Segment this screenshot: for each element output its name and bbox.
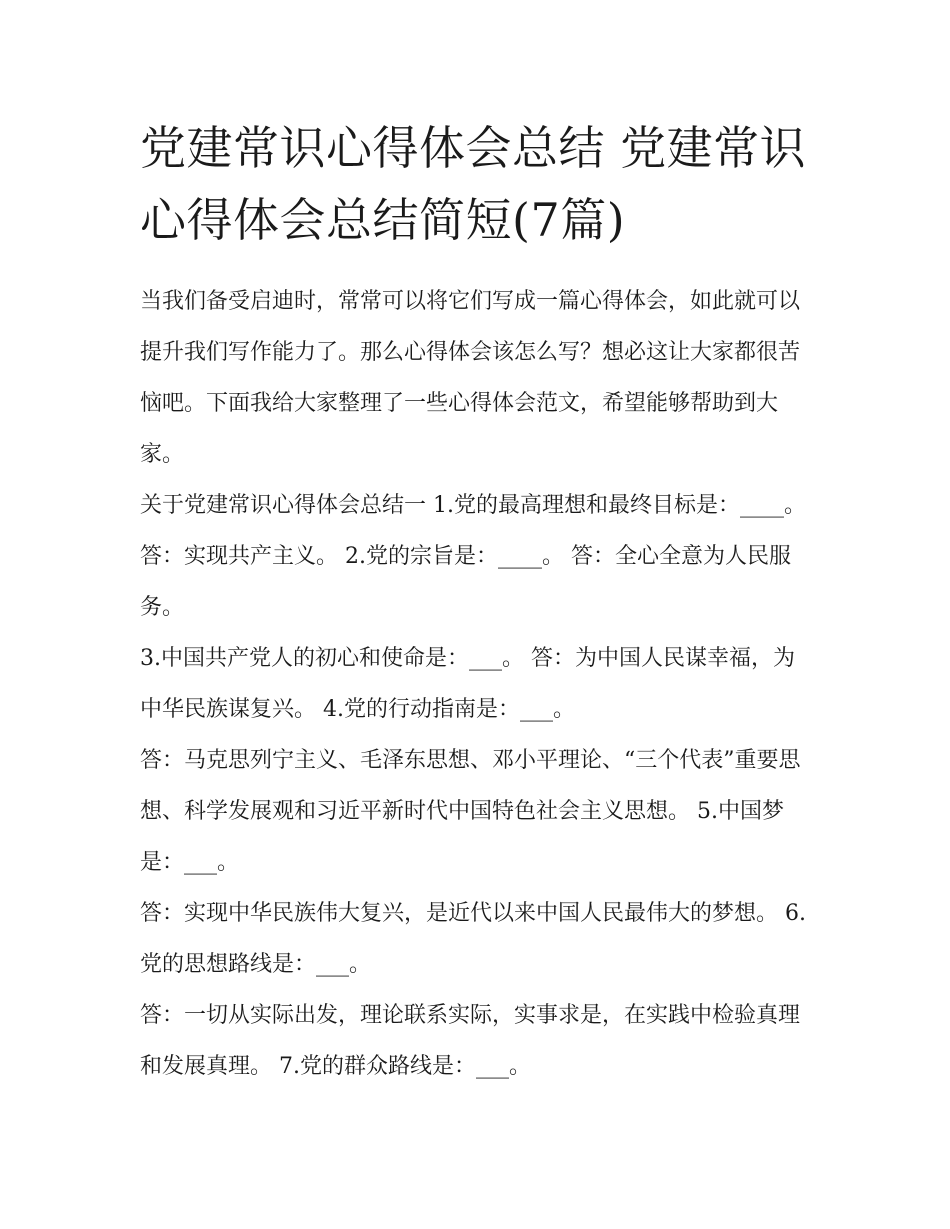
document-title: 党建常识心得体会总结 党建常识心得体会总结简短(7篇) [140,121,807,247]
paragraph-intro: 当我们备受启迪时，常常可以将它们写成一篇心得体会，如此就可以提升我们写作能力了。那么心得体会该怎么写？想必这让大家都很苦恼吧。下面我给大家整理了一些心得体会范文，希望能够帮助到大家。 [140,289,801,467]
document-page [140,112,816,1092]
paragraph-q3-q4: 3.中国共产党人的初心和使命是：___。 答：为中国人民谋幸福，为中华民族谋复兴。 4.党的行动指南是：___。 [140,646,795,722]
paragraph-a4-q5: 答：马克思列宁主义、毛泽东思想、邓小平理论、“三个代表”重要思想、科学发展观和习近平新时代中国特色社会主义思想。 5.中国梦是：___。 [140,748,801,875]
paragraph-a6-q7: 答：一切从实际出发，理论联系实际，实事求是，在实践中检验真理和发展真理。 7.党的群众路线是：___。 [140,1003,801,1079]
paragraph-a5-q6: 答：实现中华民族伟大复兴，是近代以来中国人民最伟大的梦想。 6.党的思想路线是：___。 [140,901,806,977]
paragraph-q1-q2: 关于党建常识心得体会总结一 1.党的最高理想和最终目标是：____。 答：实现共产主义。 2.党的宗旨是：____。 答：全心全意为人民服务。 [140,493,806,620]
